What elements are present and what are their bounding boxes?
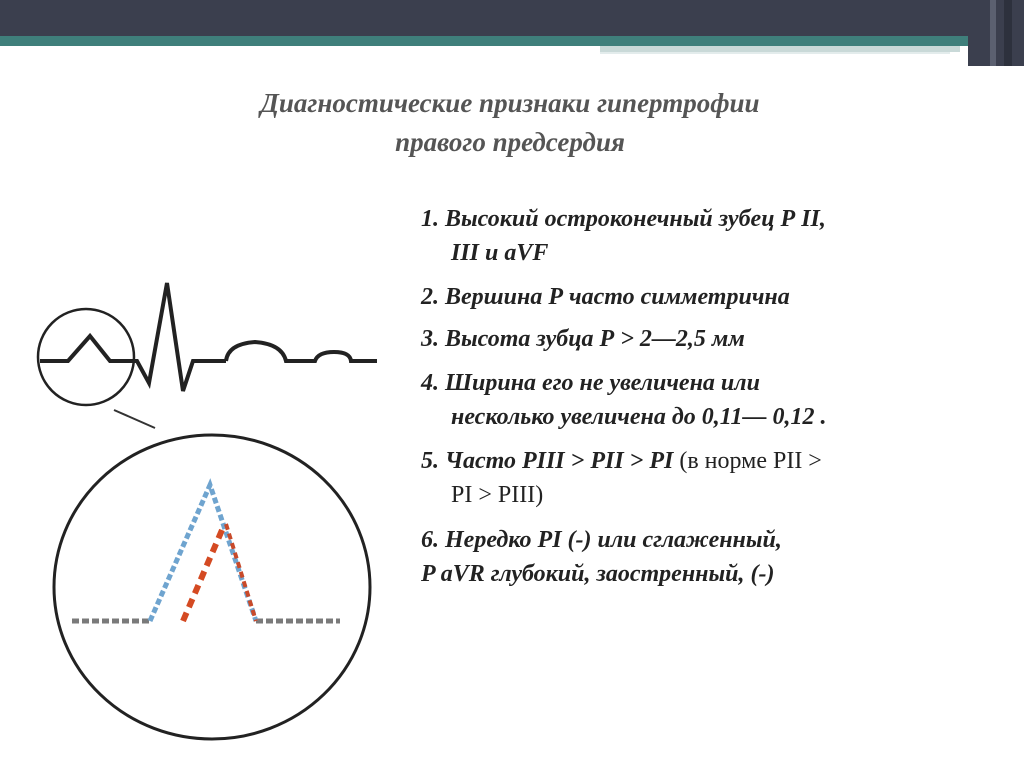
criterion-5-note: (в норме PII > xyxy=(679,448,822,474)
criterion-5-emphasis: 5. Часто PIII > PII > PI xyxy=(421,448,680,474)
criterion-5 xyxy=(421,444,981,512)
criterion-4-line1: 4. Ширина его не увеличена или xyxy=(421,370,760,396)
p-wave-red-dashed xyxy=(183,530,222,621)
criterion-6 xyxy=(421,523,981,591)
slide-title-line2: правого предсердия xyxy=(395,127,625,157)
criterion-4 xyxy=(421,366,981,434)
ecg-trace xyxy=(40,283,226,391)
slide-title-line1: Диагностические признаки гипертрофии xyxy=(260,88,760,118)
p-wave-highlight-circle xyxy=(38,309,134,405)
p-wave-descending-red xyxy=(226,524,256,621)
criterion-3-text: 3. Высота зубца Р > 2—2,5 мм xyxy=(421,326,745,352)
p-wave-outline-blue xyxy=(150,485,256,621)
criterion-2-text: 2. Вершина Р часто симметрична xyxy=(421,284,790,310)
t-wave xyxy=(226,342,377,361)
zoom-connector-line xyxy=(114,410,155,428)
criterion-6-line2: P aVR глубокий, заостренный, (-) xyxy=(421,561,775,587)
criterion-5-note-cont: PI > PIII) xyxy=(451,482,544,508)
criterion-1-line2: III и aVF xyxy=(451,240,549,266)
criterion-3 xyxy=(421,322,981,356)
p-wave-zoom-circle xyxy=(54,435,370,739)
criterion-2 xyxy=(421,280,981,314)
criterion-4-line2: несколько увеличена до 0,11— 0,12 . xyxy=(451,404,827,430)
criterion-1 xyxy=(421,202,981,270)
criterion-1-line1: 1. Высокий остроконечный зубец Р II, xyxy=(421,206,826,232)
criterion-6-line1: 6. Нередко PI (-) или сглаженный, xyxy=(421,527,782,553)
